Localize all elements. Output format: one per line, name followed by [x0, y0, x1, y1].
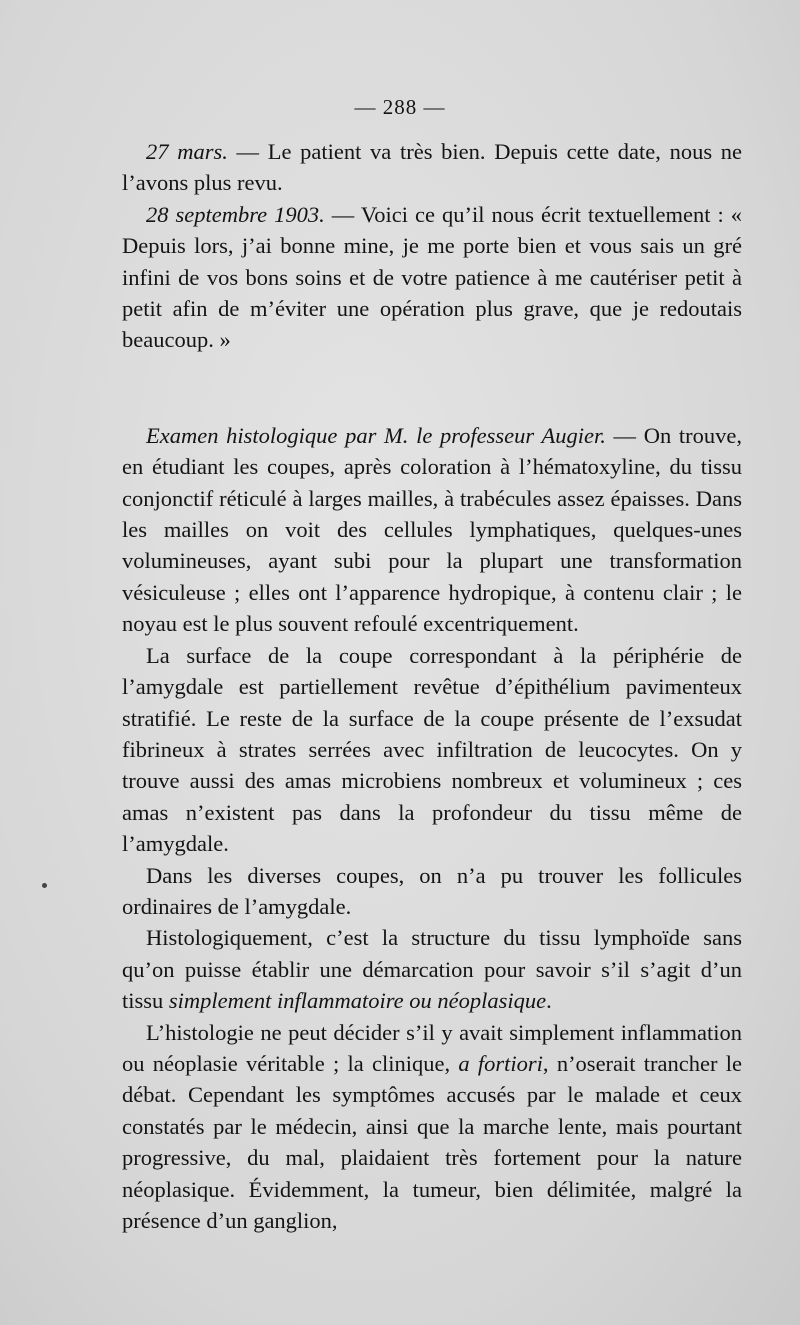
emphasis-text: simplement inflammatoire ou néoplasique: [168, 988, 547, 1014]
paragraph-text: Histologiquement, c’est la structure du tissu lymphoïde sans qu’on puisse établir une démarcation pour savoir s’il s’agit d’un tissu: [122, 925, 742, 1014]
paragraph-end: , n’oserait trancher le débat. Cependant les symptômes accusés par le malade et ceux constatés par le médecin, ainsi que la marche lente, mais pourtant progressive, du mal, plaidaient très fortement pour la nature néoplasique. Évidemment, la tumeur, bien délimitée, malgré la présence d’un ganglion,: [122, 1050, 742, 1233]
paragraph-surface-coupe: [122, 640, 742, 860]
body-text: [122, 136, 742, 1236]
paragraph-examen-histologique: [122, 420, 742, 640]
paragraph-text: — Le patient va très bien. Depuis cette date, nous ne l’avons plus revu.: [122, 139, 742, 196]
page-number: — 288 —: [354, 95, 446, 119]
date-label: 27 mars.: [146, 139, 228, 164]
paragraph-27-mars: [122, 136, 742, 199]
paragraph-end: .: [546, 988, 552, 1014]
date-label: 28 septembre 1903.: [146, 201, 325, 227]
paragraph-diverses-coupes: [122, 860, 742, 923]
paragraph-text: — Voici ce qu’il nous écrit textuellement : « Depuis lors, j’ai bonne mine, je me porte bien et vous sais un gré infini de vos bons soins et de votre patience à me cautériser petit à petit afin de m’éviter une opération plus grave, que je redoutais beaucoup. »: [122, 201, 742, 353]
paragraph-text: La surface de la coupe correspondant à la périphérie de l’amygdale est partiellement revêtue d’épithélium pavimenteux stratifié. Le reste de la surface de la coupe présente de l’exsudat fibrineux à strates serrées avec infiltration de leucocytes. On y trouve aussi des amas microbiens nombreux et volumineux ; ces amas n’existent pas dans la profondeur du tissu même de l’amygdale.: [122, 642, 742, 857]
section-break: [122, 356, 742, 420]
margin-speck: [42, 883, 47, 888]
emphasis-text: a fortiori: [458, 1050, 543, 1076]
paragraph-histologie: [122, 1017, 742, 1237]
paragraph-text: Dans les diverses coupes, on n’a pu trouver les follicules ordinaires de l’amygdale.: [122, 862, 742, 919]
section-title: Examen histologique par M. le professeur Augier.: [146, 422, 606, 448]
paragraph-text: — On trouve, en étudiant les coupes, après coloration à l’hématoxyline, du tissu conjonctif réticulé à larges mailles, à trabécules assez épaisses. Dans les mailles on voit des cellules lymphatiques, quelques-unes volumineuses, ayant subi pour la plupart une transformation vésiculeuse ; elles ont l’apparence hydropique, à contenu clair ; le noyau est le plus souvent refoulé excentriquement.: [122, 422, 742, 637]
paragraph-text: L’histologie ne peut décider s’il y avait simplement inflammation ou néoplasie véritable ; la clinique,: [122, 1019, 742, 1076]
paragraph-28-septembre: [122, 199, 742, 356]
paragraph-histologiquement: [122, 922, 742, 1016]
